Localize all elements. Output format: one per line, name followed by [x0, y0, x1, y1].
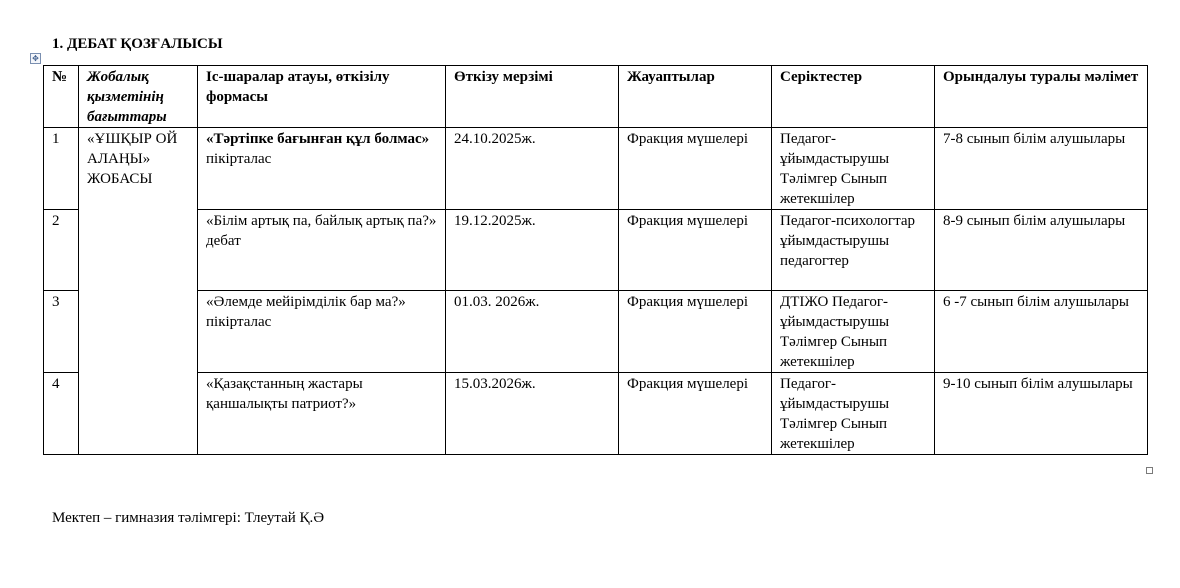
- event-form: «Әлемде мейірімділік бар ма?» пікірталас: [206, 294, 406, 330]
- row-number: 2: [44, 210, 79, 291]
- event-partners: Педагог-психологтар ұйымдастырушы педагогтер: [772, 210, 935, 291]
- table-header-row: [44, 66, 1148, 128]
- row-number: 1: [44, 128, 79, 210]
- event-cell: [198, 128, 446, 210]
- event-form: пікірталас: [206, 151, 272, 167]
- event-title: «Тәртіпке бағынған құл болмас»: [206, 131, 430, 147]
- event-responsible: Фракция мүшелері: [619, 291, 772, 373]
- event-partners: Педагог-ұйымдастырушы Тәлімгер Сынып жетекшілер: [772, 128, 935, 210]
- event-date: 01.03. 2026ж.: [446, 291, 619, 373]
- event-date: 15.03.2026ж.: [446, 373, 619, 455]
- event-responsible: Фракция мүшелері: [619, 373, 772, 455]
- event-responsible: Фракция мүшелері: [619, 210, 772, 291]
- event-info: 6 -7 сынып білім алушылары: [935, 291, 1148, 373]
- event-cell: [198, 210, 446, 291]
- event-partners: Педагог-ұйымдастырушы Тәлімгер Сынып жетекшілер: [772, 373, 935, 455]
- table-move-handle-icon[interactable]: ✥: [30, 53, 41, 64]
- header-info: Орындалуы туралы мәлімет: [935, 66, 1148, 128]
- event-form: «Білім артық па, байлық артық па?» дебат: [206, 213, 437, 249]
- event-info: 8-9 сынып білім алушылары: [935, 210, 1148, 291]
- header-number: №: [44, 66, 79, 128]
- header-event: Іс-шаралар атауы, өткізілу формасы: [198, 66, 446, 128]
- document-footer: Мектеп – гимназия тәлімгері: Тлеутай Қ.Ә: [52, 510, 325, 526]
- table-resize-handle-icon[interactable]: [1146, 467, 1153, 474]
- header-partners: Серіктестер: [772, 66, 935, 128]
- header-responsible: Жауаптылар: [619, 66, 772, 128]
- events-table: [43, 65, 1148, 455]
- table-row: [44, 210, 1148, 291]
- header-date: Өткізу мерзімі: [446, 66, 619, 128]
- table-row: [44, 291, 1148, 373]
- header-direction: Жобалық қызметінің бағыттары: [79, 66, 198, 128]
- event-partners: ДТІЖО Педагог-ұйымдастырушы Тәлімгер Сынып жетекшілер: [772, 291, 935, 373]
- event-cell: [198, 291, 446, 373]
- document-heading: 1. ДЕБАТ ҚОЗҒАЛЫСЫ: [52, 36, 223, 52]
- event-info: 9-10 сынып білім алушылары: [935, 373, 1148, 455]
- event-date: 24.10.2025ж.: [446, 128, 619, 210]
- row-number: 3: [44, 291, 79, 373]
- row-number: 4: [44, 373, 79, 455]
- event-cell: [198, 373, 446, 455]
- table-row: [44, 373, 1148, 455]
- event-responsible: Фракция мүшелері: [619, 128, 772, 210]
- event-form: «Қазақстанның жастары қаншалықты патриот?»: [206, 376, 363, 412]
- table-row: [44, 128, 1148, 210]
- event-date: 19.12.2025ж.: [446, 210, 619, 291]
- project-direction: «ҰШҚЫР ОЙ АЛАҢЫ» ЖОБАСЫ: [79, 128, 198, 455]
- event-info: 7-8 сынып білім алушылары: [935, 128, 1148, 210]
